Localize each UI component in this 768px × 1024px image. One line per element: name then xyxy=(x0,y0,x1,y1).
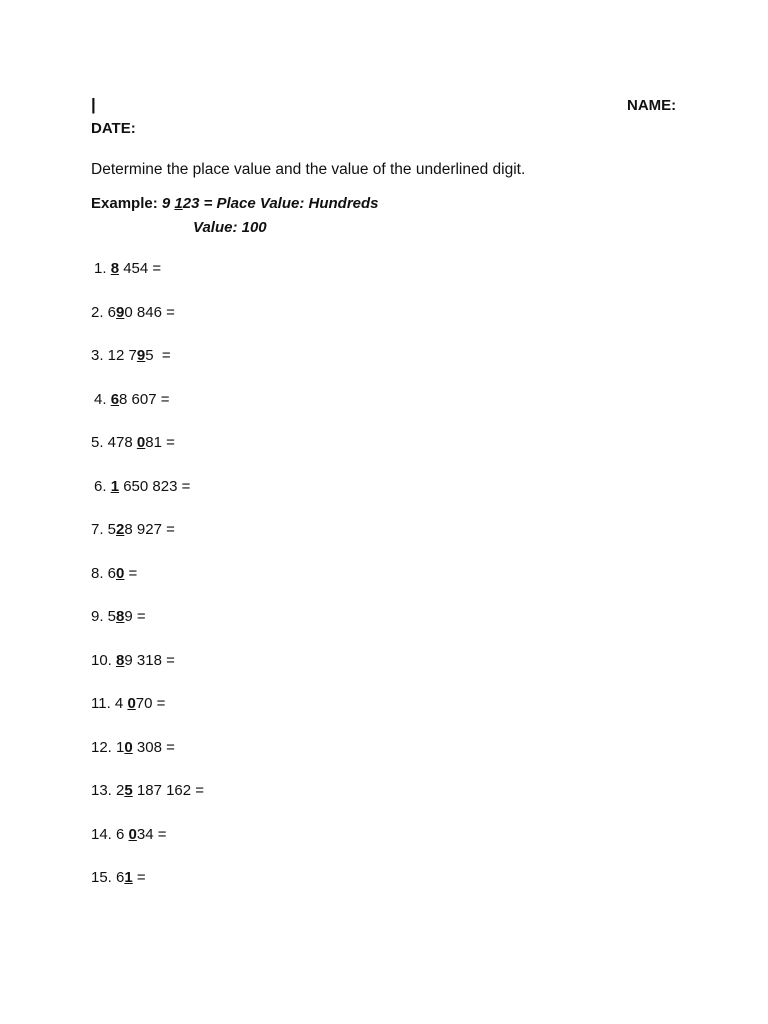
example-line xyxy=(91,195,379,212)
problem-after: 308 = xyxy=(132,738,175,756)
problem-after: 187 162 = xyxy=(132,782,205,799)
problem-item xyxy=(91,695,204,739)
problem-after: 9 = xyxy=(124,608,146,625)
problem-before: 4 xyxy=(110,695,128,712)
problem-number: 11. xyxy=(91,695,111,712)
problem-item xyxy=(91,782,204,826)
underlined-digit: 8 xyxy=(110,260,120,277)
problem-number: 1. xyxy=(94,260,107,277)
problem-item xyxy=(91,826,204,870)
problem-number: 15. xyxy=(91,869,112,886)
problem-after: 70 = xyxy=(135,695,166,712)
problem-before: 6 xyxy=(103,303,117,321)
name-label: NAME: xyxy=(627,97,677,114)
problem-after: 9 318 = xyxy=(124,651,175,669)
problem-item xyxy=(91,434,204,478)
problem-before: 6 xyxy=(103,564,117,582)
problem-before: 5 xyxy=(103,608,117,625)
problem-after: = xyxy=(124,564,138,582)
example-value-line: Value: 100 xyxy=(193,219,267,236)
problem-number: 10. xyxy=(91,651,112,669)
problem-before: 6 xyxy=(111,869,125,886)
problem-after: 34 = xyxy=(136,825,167,843)
problem-number: 13. xyxy=(91,782,112,799)
problem-before: 6 xyxy=(111,825,129,843)
example-number-after: 23 = Place Value: Hundreds xyxy=(182,195,379,212)
underlined-digit: 0 xyxy=(116,564,125,582)
problem-number: 12. xyxy=(91,738,112,756)
problem-after: 0 846 = xyxy=(124,303,175,321)
problem-after: 8 607 = xyxy=(119,390,170,408)
problem-before: 1 xyxy=(111,738,125,756)
problem-after: = xyxy=(132,869,146,886)
problem-after: 454 = xyxy=(119,260,162,277)
example-number-before: 9 xyxy=(161,195,175,212)
instructions: Determine the place value and the value of the underlined digit. xyxy=(91,161,526,178)
problem-item xyxy=(91,304,204,348)
problem-before: 2 xyxy=(111,782,125,799)
problem-number: 4. xyxy=(94,390,107,408)
underlined-digit: 6 xyxy=(110,390,120,408)
example-underlined-digit: 1 xyxy=(174,195,183,212)
underlined-digit: 8 xyxy=(116,608,125,625)
problem-before: 12 7 xyxy=(103,347,137,364)
problem-item xyxy=(91,391,204,435)
problem-item xyxy=(91,739,204,783)
underlined-digit: 1 xyxy=(110,477,120,495)
text-cursor-mark: | xyxy=(91,95,96,114)
underlined-digit: 9 xyxy=(116,303,125,321)
underlined-digit: 2 xyxy=(116,521,125,538)
problem-number: 6. xyxy=(94,477,107,495)
problem-item xyxy=(91,260,204,304)
problem-item xyxy=(91,869,204,913)
problem-number: 8. xyxy=(91,564,104,582)
underlined-digit: 0 xyxy=(136,434,146,451)
problem-after: 650 823 = xyxy=(119,477,191,495)
problem-item xyxy=(91,652,204,696)
problem-after: 8 927 = xyxy=(124,521,175,538)
underlined-digit: 0 xyxy=(128,825,137,843)
underlined-digit: 8 xyxy=(116,651,125,669)
problem-item xyxy=(91,608,204,652)
problem-before: 5 xyxy=(103,521,117,538)
underlined-digit: 0 xyxy=(127,695,136,712)
date-label: DATE: xyxy=(91,120,136,137)
example-label: Example: xyxy=(91,195,158,212)
problem-item xyxy=(91,565,204,609)
underlined-digit: 1 xyxy=(124,869,133,886)
example-body xyxy=(162,195,379,212)
problem-list xyxy=(91,260,204,913)
problem-number: 7. xyxy=(91,521,104,538)
problem-number: 3. xyxy=(91,347,104,364)
underlined-digit: 0 xyxy=(124,738,133,756)
problem-number: 2. xyxy=(91,303,104,321)
problem-after: 5 = xyxy=(145,347,171,364)
underlined-digit: 9 xyxy=(136,347,146,364)
problem-number: 9. xyxy=(91,608,104,625)
problem-after: 81 = xyxy=(145,434,175,451)
problem-before: 478 xyxy=(103,434,137,451)
problem-item xyxy=(91,478,204,522)
problem-number: 5. xyxy=(91,434,104,451)
problem-number: 14. xyxy=(91,825,112,843)
problem-item xyxy=(91,521,204,565)
problem-item xyxy=(91,347,204,391)
underlined-digit: 5 xyxy=(124,782,133,799)
